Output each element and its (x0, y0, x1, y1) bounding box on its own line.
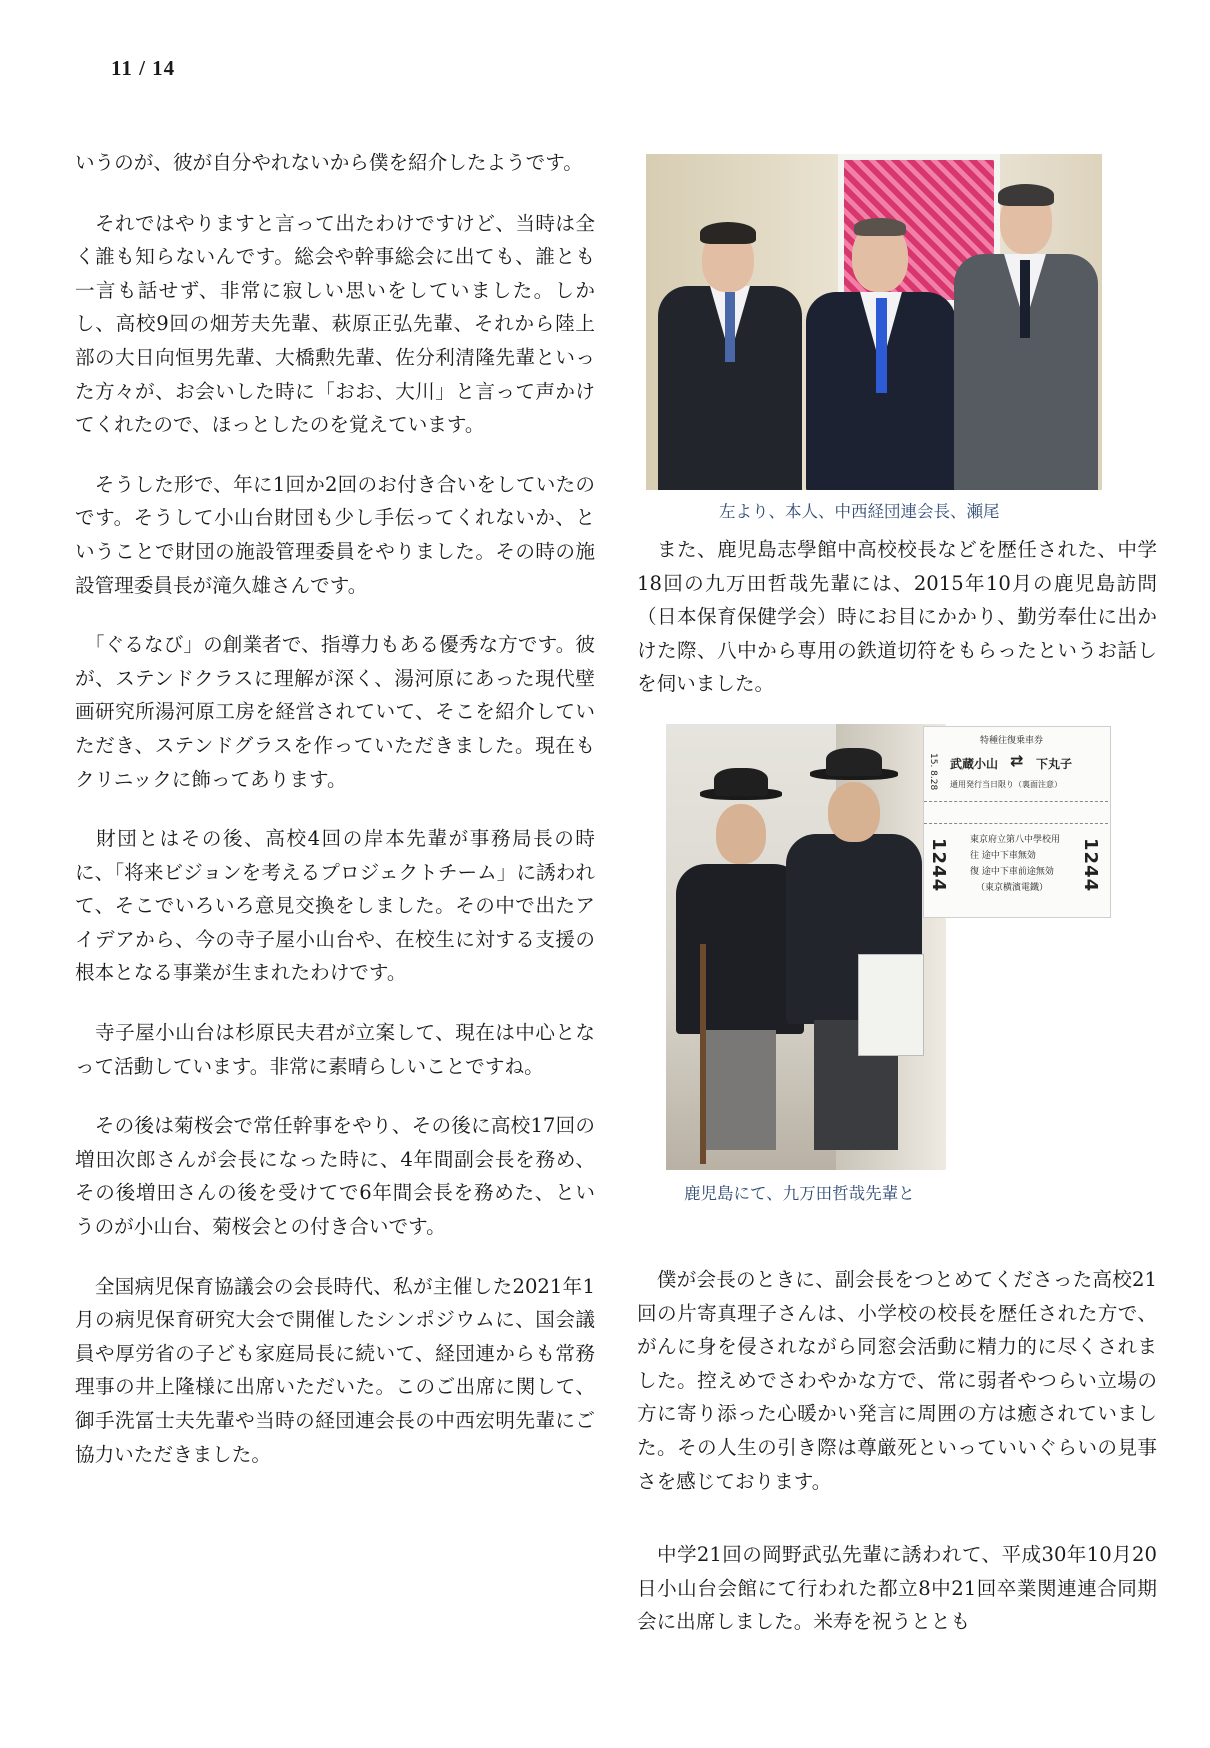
ticket-school: 東京府立第八中學校用 (970, 835, 1061, 845)
right-column-top (637, 533, 1157, 727)
photo2-caption: 鹿児島にて、九万田哲哉先輩と (684, 1184, 915, 1203)
photo1-caption: 左より、本人、中西経団連会長、瀬尾 (719, 502, 1000, 521)
photo-person-younger (784, 754, 924, 1170)
ticket-route-out: 往 途中下車無効 (970, 851, 1036, 861)
page-number: 11 / 14 (111, 56, 176, 80)
paragraph: 中学21回の岡野武弘先輩に誘われて、平成30年10月20日小山台会館にて行われた都立8中21回卒業関連連合同期会に出席しました。米寿を祝うととも (637, 1543, 1157, 1634)
photo-person-center (806, 220, 956, 490)
right-column-bottom (637, 1263, 1157, 1665)
photo-person-right (954, 184, 1098, 490)
ticket-issuer: （東京横濱電鐵） (976, 883, 1049, 893)
paragraph: いうのが、彼が自分やれないから僕を紹介したようです。 (75, 151, 583, 174)
ticket-route-back: 復 途中下車前途無効 (970, 867, 1054, 877)
paragraph: また、鹿児島志學館中高校校長などを歴任された、中学18回の九万田哲哉先輩には、2015年10月の鹿児島訪問（日本保育保健学会）時にお目にかかり、勤労奉仕に出かけた際、八中から専用の鉄道切符をもらったというお話しを伺いました。 (637, 538, 1157, 696)
photo-two-men-kagoshima (666, 724, 946, 1170)
paragraph: そうした形で、年に1回か2回のお付き合いをしていたのです。そうして小山台財団も少し手伝ってくれないか、ということで財団の施設管理委員をやりました。その時の施設管理委員長が滝久雄さんです。 (75, 472, 595, 597)
paragraph: それではやりますと言って出たわけですけど、当時は全く誰も知らないんです。総会や幹事総会に出ても、誰とも一言も話せず、非常に寂しい思いをしていました。しかし、高校9回の畑芳夫先輩、萩原正弘先輩、それから陸上部の大日向恒男先輩、大橋勲先輩、佐分利清隆先輩といった方々が、お会いした時に「おお、大川」と言って声かけてくれたので、ほっとしたのを覚えています。 (75, 211, 595, 437)
paragraph: 僕が会長のときに、副会長をつとめてくださった高校21回の片寄真理子さんは、小学校の校長を歴任された方で、がんに身を侵されながら同窓会活動に精力的に尽くされました。控えめでさわやかな方で、常に弱者やつらい立場の方に寄り添った心暖かい発言に周囲の方は癒されていました。その人生の引き際は尊厳死といっていいぐらいの見事さを感じております。 (637, 1268, 1157, 1493)
paragraph: その後は菊桜会で常任幹事をやり、その後に高校17回の増田次郎さんが会長になった時に、4年間副会長を務め、その後増田さんの後を受けてで6年間会長を務めた、というのが小山台、菊桜会との付き合いです。 (75, 1114, 595, 1239)
photo-railway-tickets (923, 726, 1111, 918)
ticket-bottom (924, 823, 1108, 918)
photo-three-men (646, 154, 1102, 490)
ticket-number-right: 1244 (1080, 838, 1101, 893)
ticket-date: 15. 8.28 (928, 753, 938, 791)
ticket-note: 通用発行当日限り（裏面注意） (950, 780, 1062, 789)
paragraph: 寺子屋小山台は杉原民夫君が立案して、現在は中心となって活動しています。非常に素晴らしいことですね。 (75, 1021, 595, 1078)
paragraph: 「ぐるなび」の創業者で、指導力もある優秀な方です。彼が、ステンドクラスに理解が深く、湯河原にあった現代壁画研究所湯河原工房を経営されていて、そこを紹介していただき、ステンドグラスを作っていただきました。現在もクリニックに飾ってあります。 (75, 633, 595, 791)
left-column (75, 146, 595, 1497)
ticket-top (924, 727, 1108, 802)
ticket-number-left: 1244 (928, 838, 949, 893)
paragraph: 全国病児保育協議会の会長時代、私が主催した2021年1月の病児保育研究大会で開催したシンポジウムに、国会議員や厚労省の子ども家庭局長に続いて、経団連からも常務理事の井上隆様に出席いただいた。このご出席に関して、御手洗冨士夫先輩や当時の経団連会長の中西宏明先輩にご協力いただきました。 (75, 1274, 595, 1466)
photo-person-left (658, 220, 802, 490)
ticket-arrow-icon: ⇄ (1010, 751, 1024, 770)
paragraph: 財団とはその後、高校4回の岸本先輩が事務局長の時に、「将来ビジョンを考えるプロジェクトチーム」に誘われて、そこでいろいろ意見交換をしました。その中で出たアイデアから、今の寺子屋小山台や、在校生に対する支援の根本となる事業が生まれたわけです。 (75, 827, 595, 985)
ticket-to: 下丸子 (1036, 757, 1073, 771)
ticket-header: 特種往復乗車券 (980, 736, 1044, 746)
ticket-from: 武蔵小山 (950, 757, 999, 771)
